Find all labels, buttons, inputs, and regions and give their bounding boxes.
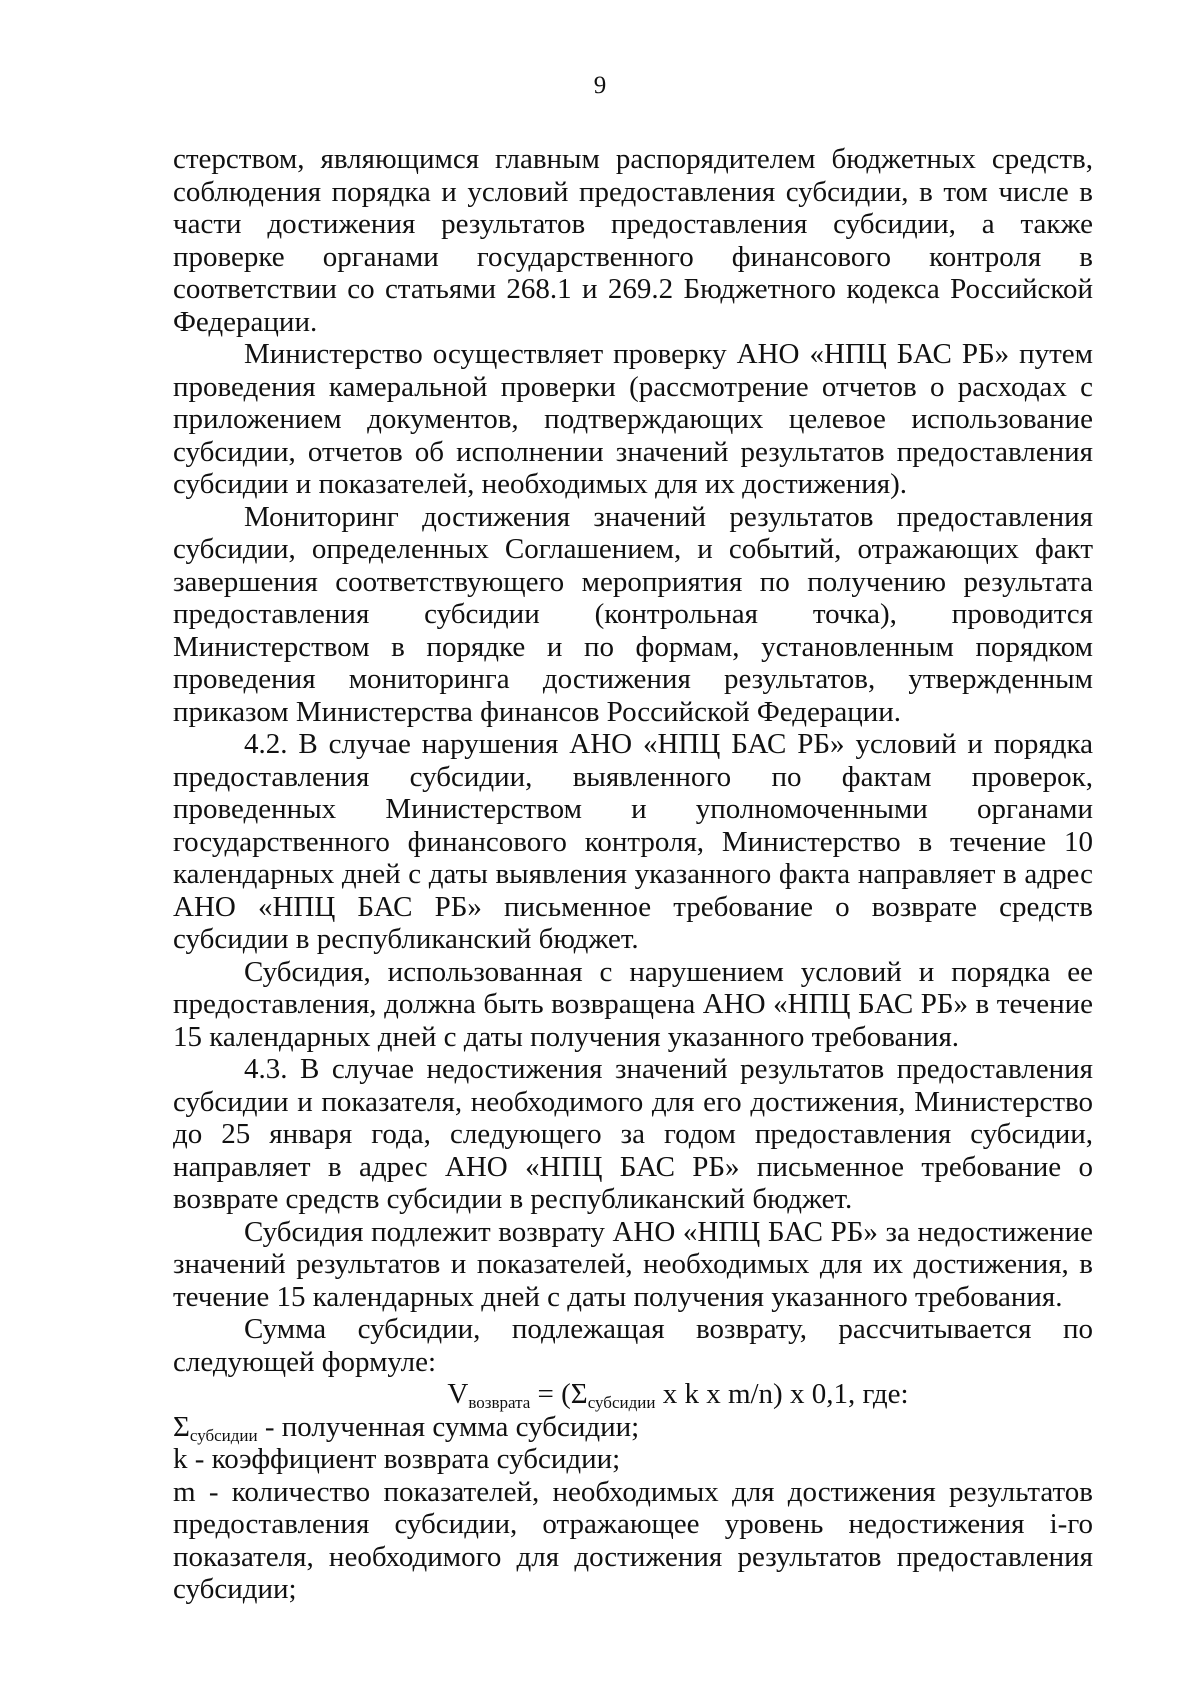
return-formula: [173, 1378, 1093, 1411]
formula-lhs-subscript: возврата: [468, 1393, 531, 1412]
definition-text: - полученная сумма субсидии;: [257, 1410, 640, 1443]
definition-symbol: k: [173, 1443, 188, 1475]
page-number: 9: [593, 72, 607, 99]
paragraph-4-2: 4.2. В случае нарушения АНО «НПЦ БАС РБ» условий и порядка предоставления субсидии, выявленного по фактам проверок, проведенных Министерством и уполномоченными органами государственного финансового контроля, Министерство в течение 10 календарных дней с даты выявления указанного факта направляет в адрес АНО «НПЦ БАС РБ» письменное требование о возврате средств субсидии в республиканский бюджет.: [173, 728, 1093, 955]
definition-symbol: m: [173, 1475, 196, 1508]
definition-m: [173, 1476, 1093, 1606]
definition-k: [173, 1443, 1093, 1476]
formula-rest: x k x m/n) x 0,1, где:: [655, 1378, 909, 1410]
paragraph-formula-intro: Сумма субсидии, подлежащая возврату, рассчитывается по следующей формуле:: [173, 1313, 1093, 1378]
paragraph-continuation: стерством, являющимся главным распорядителем бюджетных средств, соблюдения порядка и условий предоставления субсидии, в том числе в части достижения результатов предоставления субсидии, а также проверке органами государственного финансового контроля в соответствии со статьями 268.1 и 269.2 Бюджетного кодекса Российской Федерации.: [173, 143, 1093, 338]
formula-sum-subscript: субсидии: [587, 1393, 656, 1412]
formula-middle: = (Σ: [530, 1378, 588, 1410]
definition-sum: [173, 1411, 1093, 1444]
document-body: [173, 143, 1093, 1606]
definition-text: - коэффициент возврата субсидии;: [187, 1443, 621, 1475]
definition-subscript: субсидии: [189, 1425, 258, 1445]
paragraph-4-3: 4.3. В случае недостижения значений результатов предоставления субсидии и показателя, необходимого для его достижения, Министерство до 25 января года, следующего за годом предоставления субсидии, направляет в адрес АНО «НПЦ БАС РБ» письменное требование о возврате средств субсидии в республиканский бюджет.: [173, 1053, 1093, 1215]
definition-symbol: Σ: [173, 1410, 190, 1443]
paragraph-monitoring: Мониторинг достижения значений результатов предоставления субсидии, определенных Соглашением, и событий, отражающих факт завершения соответствующего мероприятия по получению результата предоставления субсидии (контрольная точка), проводится Министерством в порядке и по формам, установленным порядком проведения мониторинга достижения результатов, утвержденным приказом Министерства финансов Российской Федерации.: [173, 500, 1093, 728]
paragraph-subsidy-violation: Субсидия, использованная с нарушением условий и порядка ее предоставления, должна быть возвращена АНО «НПЦ БАС РБ» в течение 15 календарных дней с даты получения указанного требования.: [173, 955, 1093, 1053]
paragraph-subsidy-return: Субсидия подлежит возврату АНО «НПЦ БАС РБ» за недостижение значений результатов и показателей, необходимых для их достижения, в течение 15 календарных дней с даты получения указанного требования.: [173, 1215, 1093, 1313]
definition-text: - количество показателей, необходимых для достижения результатов предоставления субсидии, отражающее уровень недостижения i-го показателя, необходимого для достижения результатов предоставления субсидии;: [173, 1475, 1093, 1605]
formula-lhs-symbol: V: [447, 1378, 469, 1410]
paragraph-ministry-check: Министерство осуществляет проверку АНО «НПЦ БАС РБ» путем проведения камеральной проверки (рассмотрение отчетов о расходах с приложением документов, подтверждающих целевое использование субсидии, отчетов об исполнении значений результатов предоставления субсидии и показателей, необходимых для их достижения).: [173, 338, 1093, 500]
